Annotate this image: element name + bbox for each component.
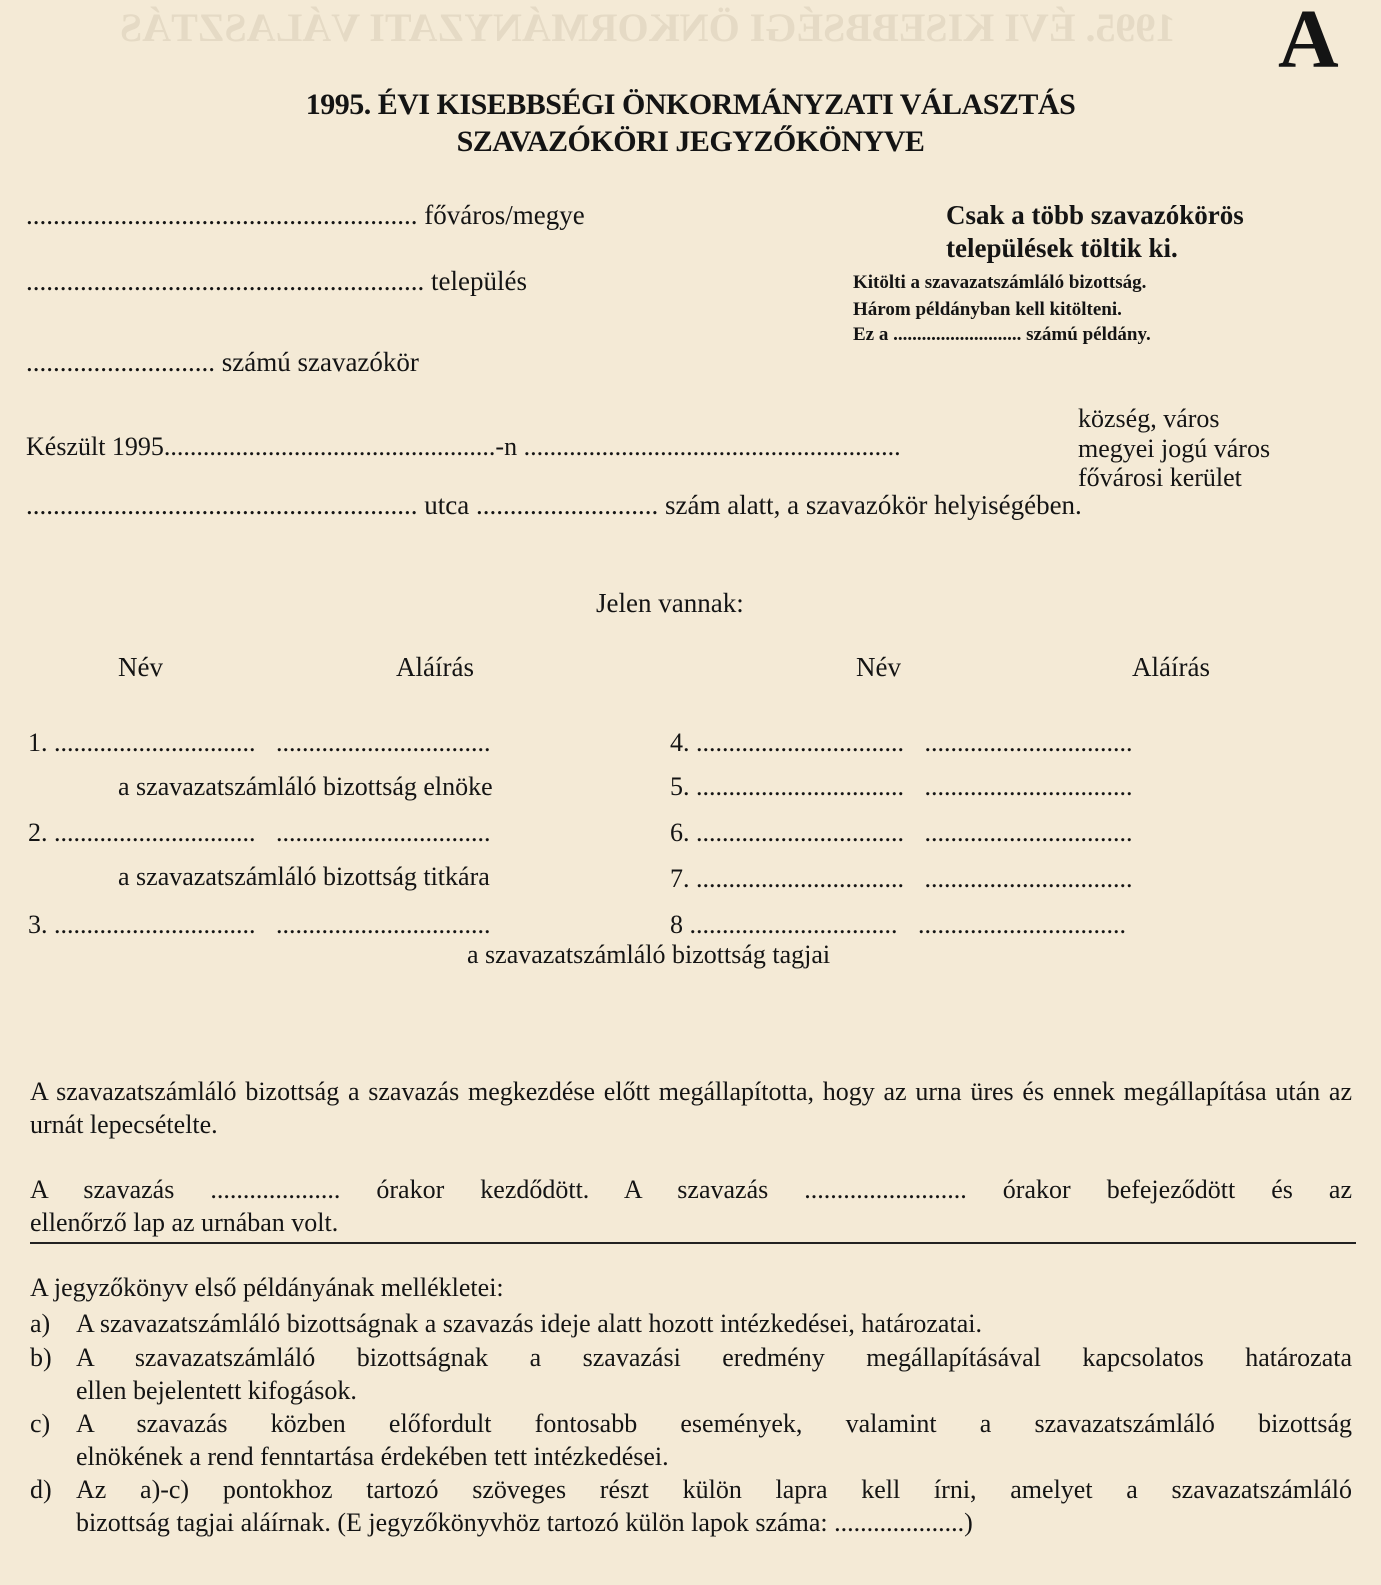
member-name-dots[interactable]: ............................... [54,910,256,939]
address-line[interactable] [26,490,1082,521]
note-line-3[interactable] [853,324,1151,346]
item-marker: c) [30,1409,51,1438]
item-marker: a) [30,1309,51,1338]
member-row-4[interactable] [670,728,1133,758]
members-caption: a szavazatszámláló bizottság tagjai [467,940,831,969]
note-heading-2: települések töltik ki. [946,233,1178,263]
member-name-dots[interactable]: ............................... [54,818,256,847]
member-row-1[interactable] [28,728,491,758]
item-text-line-2[interactable]: bizottság tagjai aláírnak. (E jegyzőkönyvhöz tartozó külön lapok száma: ....................) [76,1508,973,1537]
member-number: 6. [670,818,690,847]
telepules-label: település [431,266,527,296]
member-sign-dots[interactable]: ................................. [276,728,491,757]
place-type-2: megyei jogú város [1078,434,1271,463]
member-row-7[interactable] [670,864,1133,894]
note-line-3-suffix: számú példány. [1026,324,1151,345]
col-name-right: Név [856,652,901,682]
col-sign-right: Aláírás [1132,652,1210,682]
fovaros-field[interactable] [26,200,585,231]
szavazokor-dots: ............................ [26,347,215,377]
item-text-line-2: ellen bejelentett kifogások. [76,1376,357,1405]
member-name-dots[interactable]: ................................ [696,864,904,893]
member-row-3[interactable] [28,910,491,940]
note-heading-1: Csak a több szavazókörös [946,200,1244,230]
time-paragraph-line-1[interactable]: A szavazás .................... órakor kezdődött. A szavazás ......................... órakor befejeződött és az [30,1175,1352,1204]
fovaros-label: főváros/megye [424,200,585,230]
item-text-line-1: A szavazás közben előfordult fontosabb események, valamint a szavazatszámláló bizottság [76,1409,1352,1438]
item-marker: b) [30,1343,52,1372]
member-sign-dots[interactable]: ................................ [924,728,1133,757]
szavazokor-field[interactable] [26,347,419,378]
member-row-5[interactable] [670,772,1133,802]
member-sign-dots[interactable]: ................................ [924,818,1133,847]
form-letter: A [1278,0,1339,86]
utca-label: utca [424,490,470,520]
role-secretary: a szavazatszámláló bizottság titkára [118,862,490,891]
telepules-dots: ........................................................... [26,266,425,296]
urn-paragraph: A szavazatszámláló bizottság a szavazás megkezdése előtt megállapította, hogy az urna üres és ennek megállapítása után az urnát lepecsételte. [30,1077,1352,1139]
present-heading: Jelen vannak: [596,588,744,618]
role-chairman: a szavazatszámláló bizottság elnöke [118,772,493,801]
section-divider [30,1242,1356,1244]
member-name-dots[interactable]: ................................ [689,910,898,939]
member-sign-dots[interactable]: ................................ [924,772,1133,801]
address-suffix: szám alatt, a szavazókör helyiségében. [664,490,1082,520]
copy-number-dots[interactable]: ........................... [893,324,1022,345]
fovaros-dots: .......................................................... [26,200,418,230]
page-subtitle: SZAVAZÓKÖRI JEGYZŐKÖNYVE [456,125,925,158]
member-sign-dots[interactable]: ................................. [276,818,491,847]
member-number: 4. [670,728,690,757]
member-number: 1. [28,728,48,757]
member-number: 3. [28,910,48,939]
telepules-field[interactable] [26,266,527,297]
item-text-line-1: Az a)-c) pontokhoz tartozó szöveges részt külön lapra kell írni, amelyet a szavazatszámláló [76,1475,1352,1504]
keszult-label: Készült 1995 [26,432,164,461]
page-title: 1995. ÉVI KISEBBSÉGI ÖNKORMÁNYZATI VÁLASZTÁS [305,88,1076,121]
member-row-2[interactable] [28,818,491,848]
item-text [76,1341,1352,1407]
time-paragraph-line-2: ellenőrző lap az urnában volt. [30,1208,339,1237]
item-text: A szavazatszámláló bizottságnak a szavazás ideje alatt hozott intézkedései, határozatai. [76,1309,982,1338]
item-text-line-2: elnökének a rend fenntartása érdekében tett intézkedései. [76,1442,669,1471]
szavazokor-label: számú szavazókör [221,347,419,377]
item-marker: d) [30,1475,52,1504]
street-dots[interactable]: .......................................................... [26,490,418,520]
keszult-date-dots[interactable]: ................................................... [163,432,496,461]
item-text-line-1: A szavazatszámláló bizottságnak a szavazási eredmény megállapításával kapcsolatos határozata [76,1343,1352,1372]
member-number: 7. [670,864,690,893]
member-sign-dots[interactable]: ................................. [276,910,491,939]
item-text [76,1473,1352,1539]
member-sign-dots[interactable]: ................................ [924,864,1133,893]
place-type-3: fővárosi kerület [1078,463,1242,492]
member-name-dots[interactable]: ................................ [696,818,904,847]
note-line-2: Három példányban kell kitölteni. [853,299,1122,320]
member-name-dots[interactable]: ................................ [696,728,904,757]
member-row-8[interactable] [670,910,1126,940]
attachments-heading: A jegyzőkönyv első példányának mellékletei: [30,1273,504,1302]
keszult-place-dots[interactable]: .......................................................... [523,432,901,461]
member-name-dots[interactable]: ............................... [54,728,256,757]
house-number-dots[interactable]: ........................... [475,490,659,520]
note-line-1: Kitölti a szavazatszámláló bizottság. [853,272,1147,293]
col-sign-left: Aláírás [396,652,474,682]
member-name-dots[interactable]: ................................ [696,772,904,801]
member-number: 8 [670,910,683,939]
place-type-1: község, város [1078,404,1220,433]
keszult-line[interactable] [26,432,901,462]
keszult-n-suffix: -n [495,432,518,461]
member-number: 5. [670,772,690,801]
col-name-left: Név [118,652,163,682]
member-sign-dots[interactable]: ................................ [918,910,1126,939]
item-text [76,1407,1352,1473]
member-row-6[interactable] [670,818,1133,848]
note-line-3-prefix: Ez a [853,324,889,345]
member-number: 2. [28,818,48,847]
show-through-text: 1995. ÉVI KISEBBSÉGI ÖNKORMÁNYZATI VÁLASZTÁS [120,5,1176,50]
